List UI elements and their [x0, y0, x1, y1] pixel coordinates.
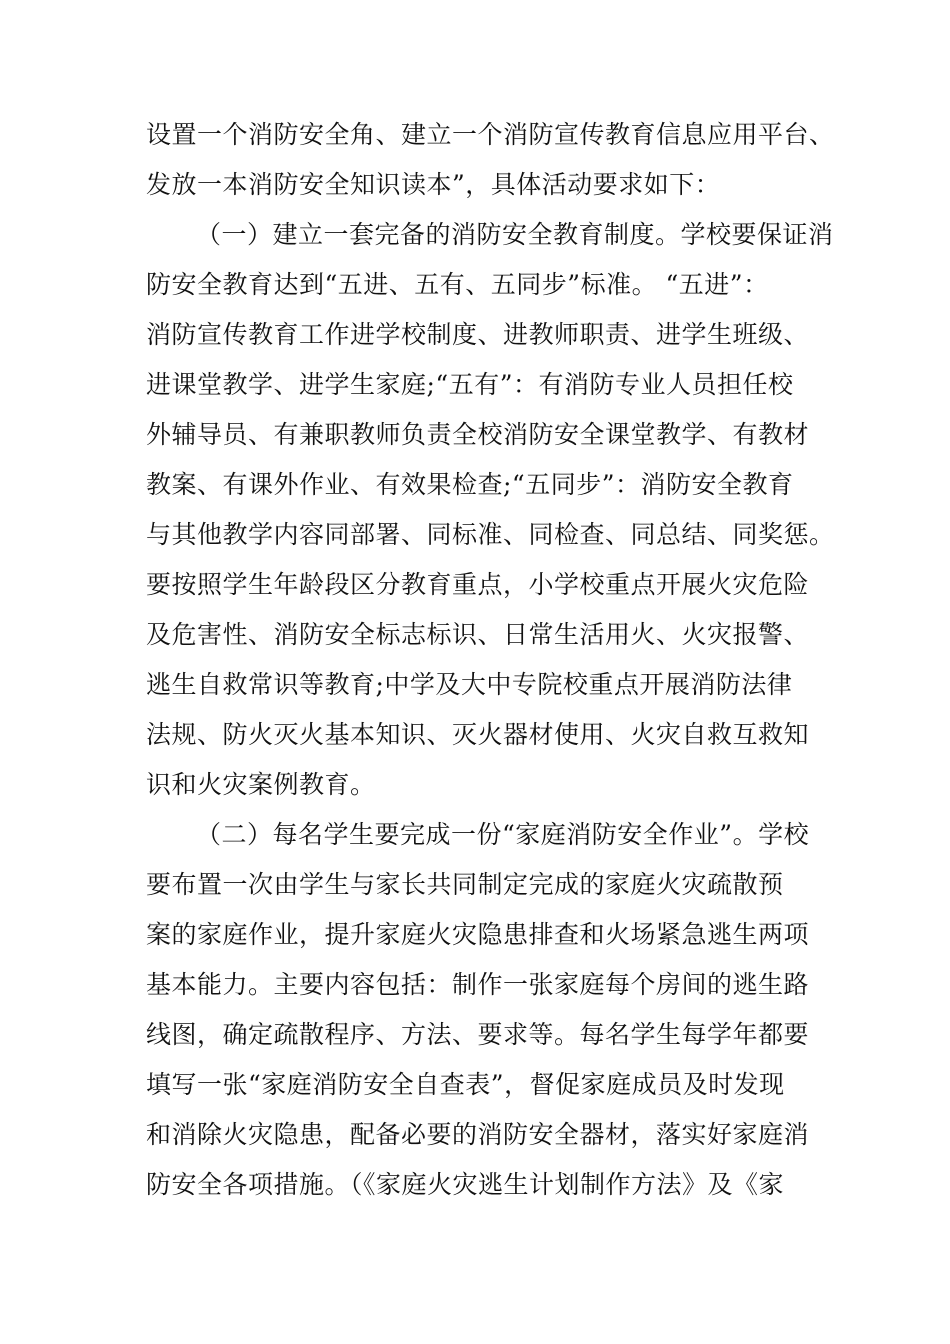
text-line: 案的家庭作业，提升家庭火灾隐患排查和火场紧急逃生两项: [146, 920, 810, 949]
text-line: 进课堂教学、进学生家庭;“五有”：有消防专业人员担任校: [146, 370, 794, 399]
text-line: （二）每名学生要完成一份“家庭消防安全作业”。学校: [196, 820, 810, 849]
text-line: 识和火灾案例教育。: [146, 770, 376, 799]
text-line: 要布置一次由学生与家长共同制定完成的家庭火灾疏散预: [146, 870, 784, 899]
text-line: 逃生自救常识等教育;中学及大中专院校重点开展消防法律: [146, 670, 793, 699]
text-line: 要按照学生年龄段区分教育重点，小学校重点开展火灾危险: [146, 570, 810, 599]
text-line: 基本能力。主要内容包括：制作一张家庭每个房间的逃生路: [146, 970, 810, 999]
text-line: 设置一个消防安全角、建立一个消防宣传教育信息应用平台、: [146, 120, 835, 149]
text-line: 及危害性、消防安全标志标识、日常生活用火、火灾报警、: [146, 620, 810, 649]
document-body: [146, 110, 836, 1210]
text-line: 外辅导员、有兼职教师负责全校消防安全课堂教学、有教材: [146, 420, 810, 449]
text-line: 填写一张“家庭消防安全自查表”，督促家庭成员及时发现: [146, 1070, 785, 1099]
text-line: 法规、防火灭火基本知识、灭火器材使用、火灾自救互救知: [146, 720, 810, 749]
text-line: 防安全各项措施。（《家庭火灾逃生计划制作方法》及《家: [146, 1170, 785, 1199]
text-line: 和消除火灾隐患，配备必要的消防安全器材，落实好家庭消: [146, 1120, 810, 1149]
text-line: 消防宣传教育工作进学校制度、进教师职责、进学生班级、: [146, 320, 810, 349]
text-line: 防安全教育达到“五进、五有、五同步”标准。 “五进”：: [146, 270, 769, 299]
text-line: （一）建立一套完备的消防安全教育制度。学校要保证消: [196, 220, 834, 249]
text-line: 线图，确定疏散程序、方法、要求等。每名学生每学年都要: [146, 1020, 810, 1049]
text-line: 发放一本消防安全知识读本”，具体活动要求如下：: [146, 170, 721, 199]
text-line: 与其他教学内容同部署、同标准、同检查、同总结、同奖惩。: [146, 520, 835, 549]
text-line: 教案、有课外作业、有效果检查;“五同步”：消防安全教育: [146, 470, 794, 499]
